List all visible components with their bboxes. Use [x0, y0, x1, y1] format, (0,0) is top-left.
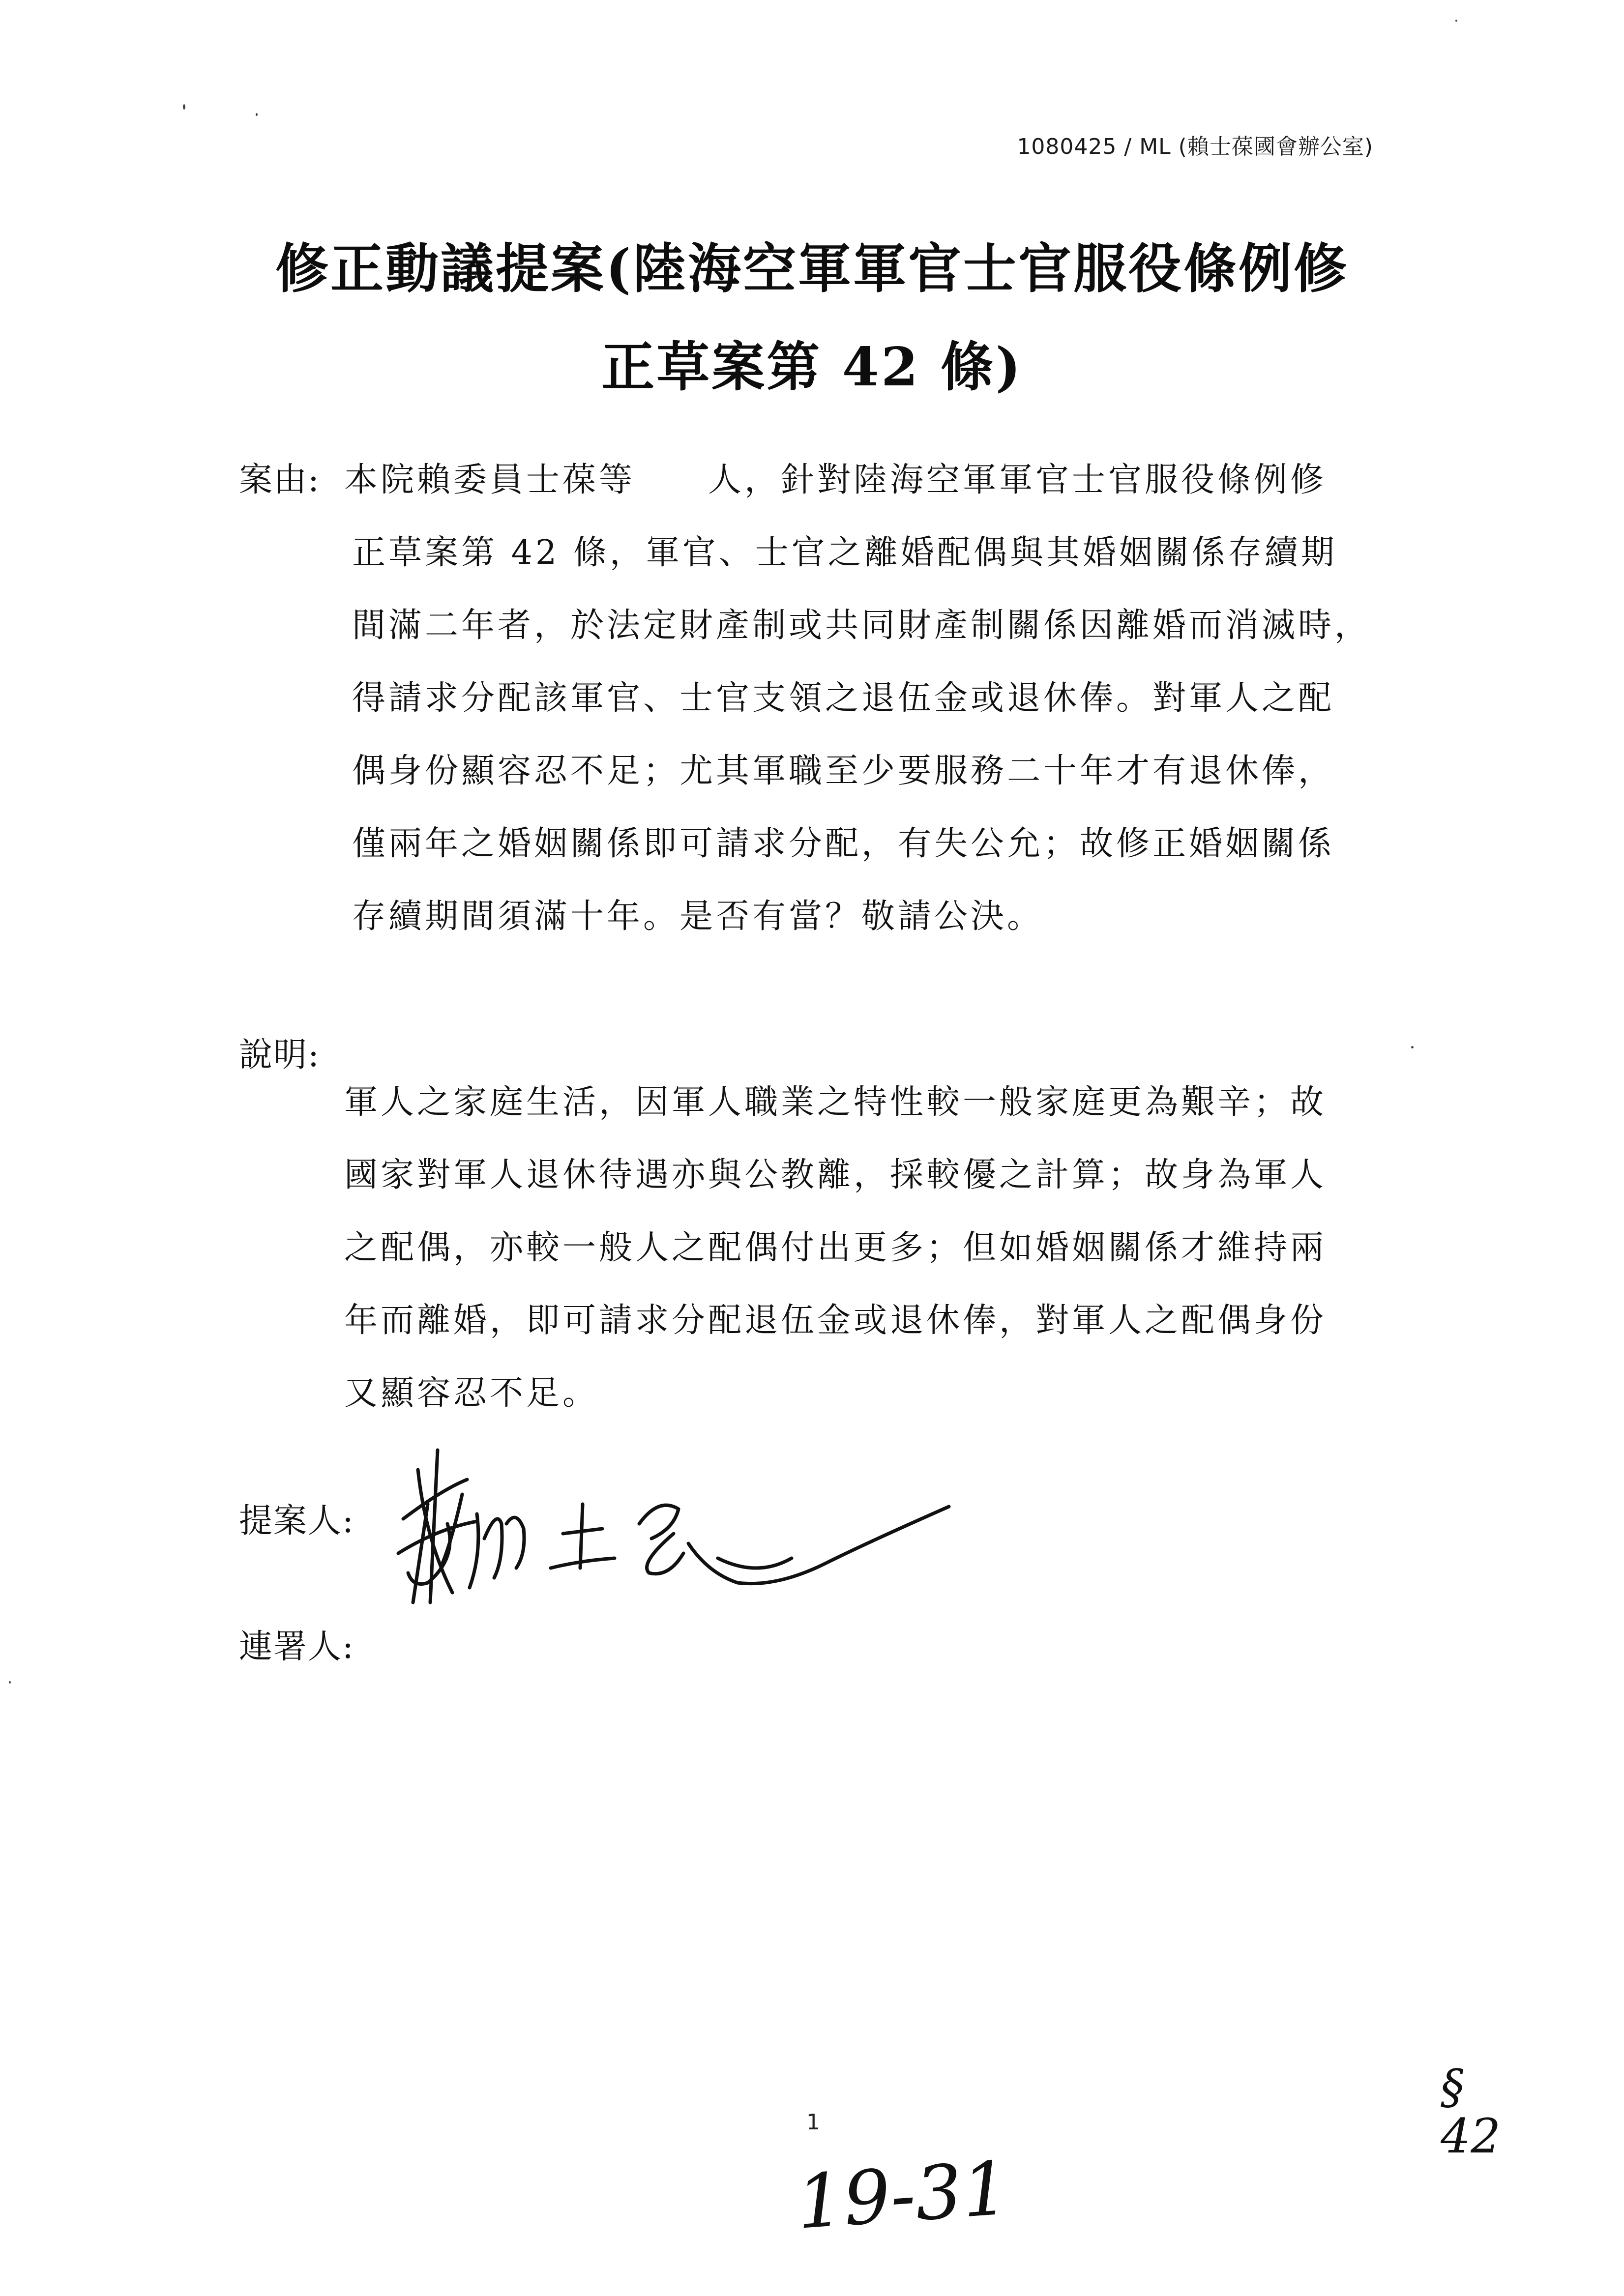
proposer-label: 提案人: — [239, 1502, 354, 1540]
handwritten-section-symbol: § — [1441, 2060, 1464, 2115]
cause-label: 案由: — [239, 461, 320, 499]
document-reference: 1080425 / ML (賴士葆國會辦公室) — [1017, 134, 1373, 159]
page-title-line-2: 正草案第 42 條) — [601, 336, 1023, 398]
cause-line: 僅兩年之婚姻關係即可請求分配，有失公允；故修正婚姻關係 — [352, 824, 1335, 863]
cause-line: 本院賴委員士葆等 人，針對陸海空軍軍官士官服役條例修 — [344, 461, 1327, 499]
handwritten-article-number: 42 — [1441, 2109, 1501, 2164]
scan-speck — [183, 104, 185, 110]
scan-speck — [1455, 20, 1457, 22]
cause-line: 得請求分配該軍官、士官支領之退伍金或退休俸。對軍人之配 — [352, 679, 1335, 718]
explanation-line: 軍人之家庭生活，因軍人職業之特性較一般家庭更為艱辛；故 — [344, 1083, 1327, 1122]
explanation-line: 又顯容忍不足。 — [344, 1374, 599, 1413]
explanation-line: 國家對軍人退休待遇亦與公教離，採較優之計算；故身為軍人 — [344, 1156, 1327, 1194]
page-number: 1 — [806, 2110, 820, 2135]
explanation-line: 年而離婚，即可請求分配退伍金或退休俸，對軍人之配偶身份 — [344, 1301, 1327, 1340]
scan-speck — [1411, 1046, 1414, 1048]
scan-speck — [9, 1681, 11, 1684]
cosigner-label: 連署人: — [239, 1628, 354, 1666]
explanation-line: 之配偶，亦較一般人之配偶付出更多；但如婚姻關係才維持兩 — [344, 1228, 1327, 1267]
cause-line: 偶身份顯容忍不足；尤其軍職至少要服務二十年才有退休俸， — [352, 752, 1335, 790]
cause-line: 存續期間須滿十年。是否有當？敬請公決。 — [352, 897, 1044, 936]
handwritten-code: 19-31 — [794, 2146, 1012, 2246]
cause-line: 間滿二年者，於法定財產制或共同財產制關係因離婚而消滅時， — [352, 606, 1371, 645]
proposer-signature — [384, 1411, 983, 1617]
scan-speck — [256, 113, 258, 116]
explanation-label: 說明: — [239, 1036, 320, 1075]
cause-line: 正草案第 42 條，軍官、士官之離婚配偶與其婚姻關係存續期 — [352, 533, 1337, 572]
page-title-line-1: 修正動議提案(陸海空軍軍官士官服役條例修 — [275, 238, 1349, 300]
